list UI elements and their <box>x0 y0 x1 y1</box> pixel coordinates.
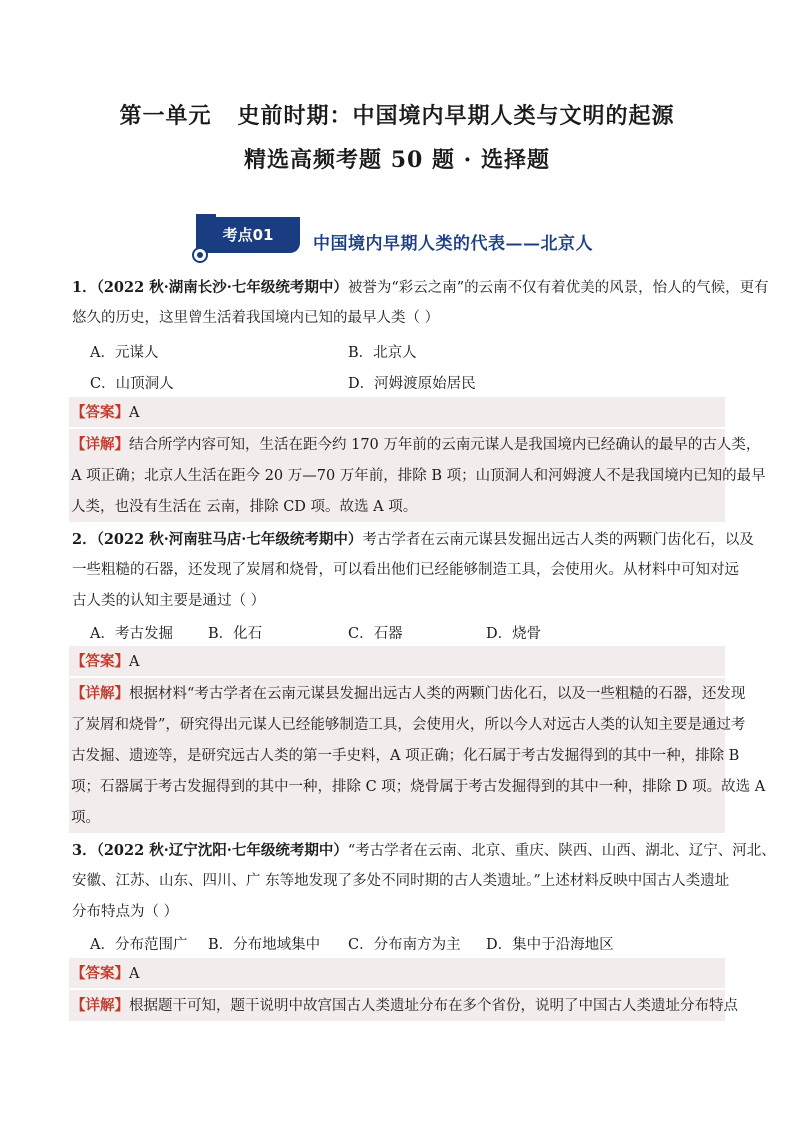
detail-label: 【详解】 <box>71 997 129 1014</box>
question-3-option-b: B．分布地域集中 <box>208 937 321 953</box>
answer-label: 【答案】 <box>71 965 129 982</box>
question-number: 2． <box>72 531 97 548</box>
question-2-option-b: B．化石 <box>208 626 263 642</box>
question-2-option-d: D．烧骨 <box>486 626 542 642</box>
question-3-stem-line1 <box>72 835 776 867</box>
question-3-option-a: A．分布范围广 <box>90 937 188 953</box>
question-2-stem-line1 <box>72 524 754 556</box>
question-text: 考古学者在云南元谋县发掘出远古人类的两颗门齿化石，以及 <box>362 532 754 548</box>
question-1-stem-line2: 悠久的历史，这里曾生活着我国境内已知的最早人类（ ） <box>72 310 440 326</box>
answer-label: 【答案】 <box>71 653 129 670</box>
answer-value: A <box>129 405 140 421</box>
question-3-stem-line3: 分布特点为（ ） <box>72 904 179 920</box>
answer-value: A <box>129 654 140 670</box>
question-3-detail <box>69 990 738 1021</box>
unit-label: 第一单元 <box>119 103 212 129</box>
detail-line: 结合所学内容可知，生活在距今约 170 万年前的云南元谋人是我国境内已经确认的最早的古人类， <box>129 437 761 453</box>
detail-line: 了炭屑和烧骨”，研究得出元谋人已经能够制造工具，会使用火，所以今人对远古人类的认知主要是通过考 <box>71 717 746 733</box>
question-2-option-c: C．石器 <box>348 626 403 642</box>
unit-title: 史前时期：中国境内早期人类与文明的起源 <box>237 103 675 129</box>
badge-label: 考点01 <box>196 217 300 253</box>
question-3-stem-line2: 安徽、江苏、山东、四川、广 东等地发现了多处不同时期的古人类遗址。”上述材料反映中国古人类遗址 <box>72 873 730 889</box>
detail-line: A 项正确；北京人生活在距今 20 万—70 万年前，排除 B 项；山顶洞人和河姆渡人不是我国境内已知的最早 <box>71 468 766 484</box>
question-2-stem-line3: 古人类的认知主要是通过（ ） <box>72 593 266 609</box>
detail-line: 古发掘、遗迹等，是研究远古人类的第一手史料，A 项正确；化石属于考古发掘得到的其中一种，排除 B <box>71 748 740 764</box>
question-2-option-a: A．考古发掘 <box>90 626 173 642</box>
page-title-line1 <box>0 99 794 130</box>
question-1-detail <box>69 429 766 522</box>
question-1-option-d: D．河姆渡原始居民 <box>348 376 476 392</box>
question-text: “考古学者在云南、北京、重庆、陕西、山西、湖北、辽宁、河北、 <box>347 843 776 859</box>
question-source: （2022 秋·湖南长沙·七年级统考期中） <box>96 279 348 296</box>
detail-line: 根据材料“考古学者在云南元谋县发掘出远古人类的两颗门齿化石，以及一些粗糙的石器，还发现 <box>129 686 746 702</box>
question-number: 1． <box>72 279 97 296</box>
detail-line: 根据题干可知，题干说明中故宫国古人类遗址分布在多个省份，说明了中国古人类遗址分布特点 <box>129 998 738 1014</box>
badge-dot-icon <box>192 247 208 263</box>
question-2-stem-line2: 一些粗糙的石器，还发现了炭屑和烧骨，可以看出他们已经能够制造工具，会使用火。从材料中可知对远 <box>72 562 739 578</box>
question-1-option-c: C．山顶洞人 <box>90 376 174 392</box>
question-1-answer <box>69 397 725 427</box>
question-2-detail <box>69 678 766 833</box>
question-2-answer <box>69 646 725 676</box>
section-title: 中国境内早期人类的代表——北京人 <box>313 234 593 254</box>
detail-line: 项。 <box>71 810 100 826</box>
question-1-option-a: A．元谋人 <box>90 345 159 361</box>
question-number: 3． <box>72 842 97 859</box>
answer-label: 【答案】 <box>71 404 129 421</box>
question-3-option-c: C．分布南方为主 <box>348 937 461 953</box>
answer-value: A <box>129 966 140 982</box>
question-3-answer <box>69 958 725 988</box>
question-3-option-d: D．集中于沿海地区 <box>486 937 614 953</box>
detail-label: 【详解】 <box>71 685 129 702</box>
detail-line: 项；石器属于考古发掘得到的其中一种，排除 C 项；烧骨属于考古发掘得到的其中一种，排除 D 项。故选 A <box>71 779 766 795</box>
question-source: （2022 秋·辽宁沈阳·七年级统考期中） <box>96 842 348 859</box>
question-source: （2022 秋·河南驻马店·七年级统考期中） <box>96 531 363 548</box>
detail-label: 【详解】 <box>71 436 129 453</box>
page-title-line2: 精选高频考题 50 题 · 选择题 <box>244 147 550 173</box>
question-1-stem-line1 <box>72 272 769 304</box>
section-badge <box>196 217 300 261</box>
detail-line: 人类，也没有生活在 云南，排除 CD 项。故选 A 项。 <box>71 499 418 515</box>
question-1-option-b: B．北京人 <box>348 345 417 361</box>
question-text: 被誉为“彩云之南”的云南不仅有着优美的风景，怡人的气候，更有 <box>347 280 769 296</box>
